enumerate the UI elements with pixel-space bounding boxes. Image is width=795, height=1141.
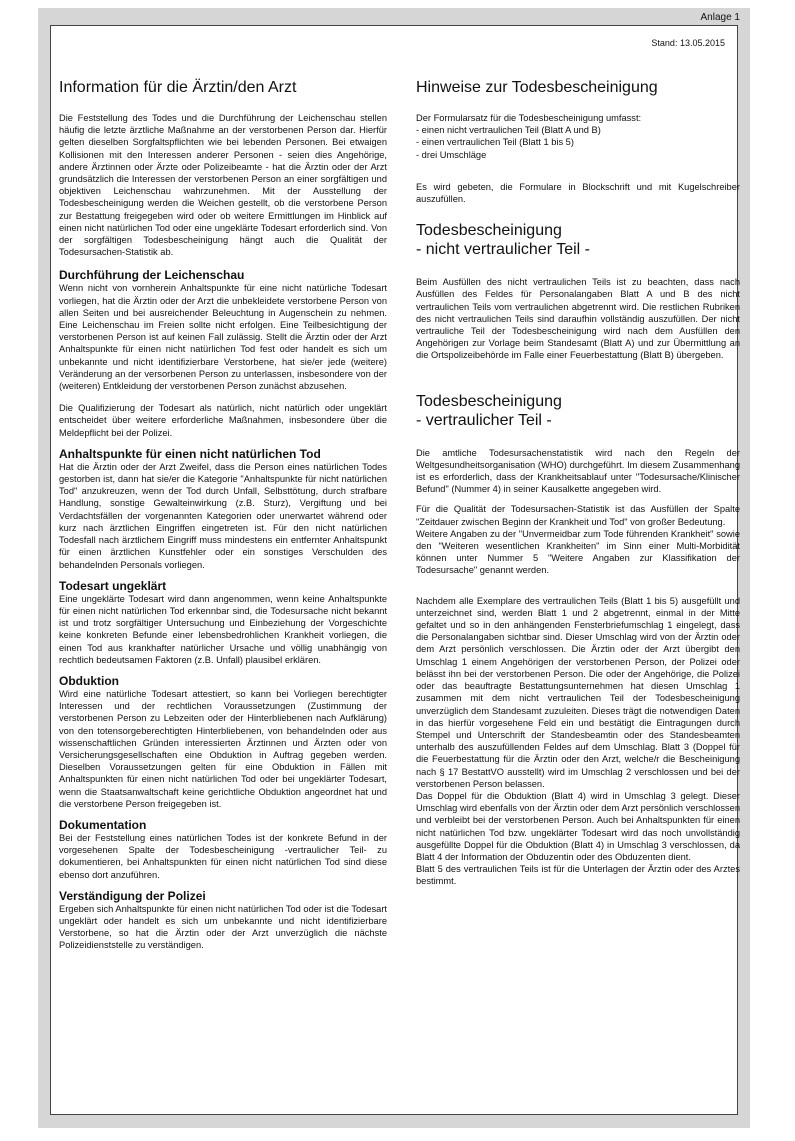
list-item: - drei Umschläge <box>416 149 487 160</box>
document-sheet <box>38 8 750 1128</box>
text-vertraulich-blatt5: Blatt 5 des vertraulichen Teils ist für die Unterlagen der Ärztin oder des Arztes bestimmt. <box>416 864 740 887</box>
heading-nicht-vertraulich-line1: Todesbescheinigung <box>416 222 562 240</box>
section-text-ungeklaert: Eine ungeklärte Todesart wird dann angenommen, wenn keine Anhaltspunkte für einen nicht natürlichen Tod erkennbar sind, die Todesursache nicht bekannt ist und trotz sorgfältiger Untersuchung und Einbeziehung der Vorgeschichte keine konkreten Befunde einer lebensbedrohlichen Krankheit vorliegen, die einen Tod aus krankhafter natürlicher Ursache und völlig unabhängig von rechtlich bedeutsamen Faktoren (z.B. Unfall) plausibel erklären. <box>59 593 387 665</box>
section-text-polizei: Ergeben sich Anhaltspunkte für einen nicht natürlichen Tod oder ist die Todesart ungeklärt oder handelt es sich um unbekannte und nicht identifizierbare Verstorbene, so hat die Ärztin oder der Arzt unverzüglich die nächste Polizeidienststelle zu verständigen. <box>59 903 387 951</box>
right-column <box>416 78 740 888</box>
heading-nicht-vertraulich-line2: - nicht vertraulicher Teil - <box>416 241 590 259</box>
text-vertraulich-weitere: Weitere Angaben zu der "Unvermeidbar zum Tode führenden Krankheit" sowie den "Weiteren wesentlichen Krankheiten" im Sinn einer Multi-Morbidität können unter Nummer 5 "Weitere Angaben zur Klassifikation der Todesursache" genannt werden. <box>416 528 740 576</box>
section-heading-dokumentation: Dokumentation <box>59 817 147 832</box>
text-vertraulich-qualitaet: Für die Qualität der Todesursachen-Statistik ist das Ausfüllen der Spalte "Zeitdauer zwischen Beginn der Krankheit und Tod" von großer Bedeutung. <box>416 504 740 527</box>
text-vertraulich-statistik: Die amtliche Todesursachenstatistik wird nach den Regeln der Weltgesundheitsorganisation (WHO) durchgeführt. Im diesem Zusammenhang ist es erforderlich, dass der Krankheitsablauf unter "Todesursache/Klinischer Befund" (Nummer 4) in seiner Kausalkette angegeben wird. <box>416 447 740 495</box>
left-column <box>59 78 387 952</box>
section-heading-anhaltspunkte: Anhaltspunkte für einen nicht natürlichen Tod <box>59 446 321 461</box>
right-title: Hinweise zur Todesbescheinigung <box>416 79 658 96</box>
heading-vertraulich-line2: - vertraulicher Teil - <box>416 411 552 429</box>
date-stamp: Stand: 13.05.2015 <box>651 38 725 48</box>
text-vertraulich-exemplare: Nachdem alle Exemplare des vertraulichen Teils (Blatt 1 bis 5) ausgefüllt und unterzeichnet sind, werden Blatt 1 und 2 abgetrennt, einmal in der Mitte gefaltet und so in den anhängenden Fensterbriefumschlag 1 eingelegt, dass die Personalangaben sichtbar sind. Dieser Umschlag wird von der Ärztin oder dem Arzt persönlich verschlossen. Die Ärztin oder der Arzt übergibt den Umschlag 1 einem Angehörigen der verstorbenen Person, der Polizei oder belässt ihn bei der verstorbenen Person. Die oder der Angehörige, die Polizei oder das beauftragte Bestattungsunternehmen hat diesen Umschlag 1 zusammen mit dem nicht vertraulichen Teil der Todesbescheinigung unverzüglich dem Standesamt zuzuleiten. Dieses trägt die notwendigen Daten in das hierfür vorgesehene Feld ein und bestätigt die Eintragungen durch Stempel und Unterschrift der Standesbeamtin oder des Standesbeamten unterhalb des auszufüllenden Feldes auf dem Umschlag. Blatt 3 (Doppel für die Feuerbestattung für die Ärztin oder den Arzt, welche/r die Bescheinigung nach § 17 BestattVO ausstellt) wird im Umschlag 2 verschlossen und bei der verstorbenen Person belassen. <box>416 595 740 789</box>
section-heading-polizei: Verständigung der Polizei <box>59 888 206 903</box>
section-text-obduktion: Wird eine natürliche Todesart attestiert, so kann bei Vorliegen berechtigter Interessen und der rechtlichen Voraussetzungen (Zustimmung der verstorbenen Person zu Lebzeiten oder der Hinterbliebenen nach Aufklärung) von den totensorgeberechtigten Hinterbliebenen, von behandelnden oder aus wissenschaftlichen Gründen interessierten Ärztinnen und Ärzten oder von Versicherungsgesellschaften eine Obduktion in Auftrag gegeben werden. Dieselben Voraussetzungen gelten für eine Obduktion in Fällen mit Anhaltspunkten für einen nicht natürlichen Tod oder bei ungeklärter Todesart, wenn die Staatsanwaltschaft keine gerichtliche Obduktion angeordnet hat und die verstorbene Person freigegeben ist. <box>59 688 387 809</box>
document-page <box>50 25 738 1115</box>
intro-paragraph: Die Feststellung des Todes und die Durchführung der Leichenschau stellen häufig die letzte ärztliche Maßnahme an der verstorbenen Person dar. Hierfür gelten dieselben Sorgfaltspflichten wie bei lebenden Personen. Bei etwaigen Kollisionen mit den Interessen anderer Personen - seien dies Angehörige, andere Ärztinnen oder Ärzte oder Polizeibeamte - hat die Ärztin oder der Arzt grundsätzlich die Interessen der verstorbenen Person an einer sorgfältigen und objektiven Leichenschau wahrzunehmen. Mit der Ausstellung der Todesbescheinigung werden die Weichen gestellt, ob die verstorbene Person zur Bestattung freigegeben wird oder ob weitere Ermittlungen im Hinblick auf einen nicht natürlichen Tod oder eine ungeklärte Todesart erforderlich sind. Von der sorgfältigen Todesbescheinigung hängt auch die Qualität der Todesursachen-Statistik ab. <box>59 113 387 258</box>
section-text-qualifizierung: Die Qualifizierung der Todesart als natürlich, nicht natürlich oder ungeklärt entscheidet über weitere erforderliche Maßnahmen, insbesondere über die Meldepflicht bei der Polizei. <box>59 403 387 438</box>
text-nicht-vertraulich: Beim Ausfüllen des nicht vertraulichen Teils ist zu beachten, dass nach Ausfüllen des Feldes für Personalangaben Blatt A und B des nicht vertraulichen Teils vom vertraulichen abgetrennt wird. Die restlichen Rubriken des nicht vertraulichen Teils sind daraufhin vollständig auszufüllen. Der nicht vertrauliche Teil der Todesbescheinigung wird nach dem Ausfüllen den Angehörigen zur Vorlage beim Standesamt (Blatt A) und zur Übermittlung an die Ortspolizeibehörde im Falle einer Feuerbestattung (Blatt B) übergeben. <box>416 277 740 361</box>
blockschrift-note: Es wird gebeten, die Formulare in Blockschrift und mit Kugelschreiber auszufüllen. <box>416 181 740 205</box>
attachment-label: Anlage 1 <box>700 12 740 23</box>
section-text-dokumentation: Bei der Feststellung eines natürlichen Todes ist der konkrete Befund in der vorgesehenen Spalte der Todesbescheinigung -vertraulicher Teil- zu dokumentieren, bei Anhaltspunkten für einen nicht natürlichen Tod sind diese ebenso dort anzuführen. <box>59 832 387 880</box>
heading-vertraulich-line1: Todesbescheinigung <box>416 392 562 410</box>
section-text-leichenschau: Wenn nicht von vornherein Anhaltspunkte für eine nicht natürliche Todesart vorliegen, hat die Ärztin oder der Arzt die unbekleidete verstorbene Person von allen Seiten und bei ausreichender Beleuchtung in Augenschein zu nehmen. Eine Leichenschau im Freien sollte nicht erfolgen. Eine Teilbesichtigung der verstorbenen Person ist auf keinen Fall zulässig. Stellt die Ärztin oder der Arzt Anhaltspunkte für einen nicht natürlichen Tod fest oder handelt es sich um unbekannte und nicht identifizierbare Verstorbene, hat sie/er jede (weitere) Veränderung an der versorbenen Person zu unterlassen, insbesondere von der (weiteren) Entkleidung der verstorbenen Person zunächst abzusehen. <box>59 283 387 392</box>
section-heading-obduktion: Obduktion <box>59 673 119 688</box>
list-item: - einen vertraulichen Teil (Blatt 1 bis 5) <box>416 137 574 148</box>
text-vertraulich-obduktion: Das Doppel für die Obduktion (Blatt 4) wird in Umschlag 3 gelegt. Dieser Umschlag wird ebenfalls von der Ärztin oder dem Arzt persönlich verschlossen und verbleibt bei der verstorbenen Person. Auch bei Anhaltspunkten für einen nicht natürlichen Tod bzw. ungeklärter Todesart wird das noch unvollständig ausgefüllte Doppel für die Obduktion (Blatt 4) in Umschlag 3 verschlossen, da Blatt 4 der Information der Obduzentin oder des Obduzenten dient. <box>416 790 740 862</box>
left-title: Information für die Ärztin/den Arzt <box>59 79 297 96</box>
list-item: - einen nicht vertraulichen Teil (Blatt A und B) <box>416 125 601 136</box>
form-contents-list <box>416 112 740 161</box>
section-text-anhaltspunkte: Hat die Ärztin oder der Arzt Zweifel, dass die Person eines natürlichen Todes gestorben ist, dann hat sie/er die Kategorie "Anhaltspunkte für nicht natürlichen Tod" anzukreuzen, wenn der Tod durch Unfall, Selbsttötung, durch strafbare Handlung, sonstige Gewalteinwirkung (z.B. Sturz), Vergiftung und bei Verdachtsfällen der vorgenannten Kategorien oder unerwartet während oder kurz nach ärztlichen Eingriffen eingetreten ist. Für den nicht natürlichen Todesfall nach ärztlichem Eingriff muss mindestens ein entfernter Anhaltspunkt für einen ärztlichen Kunstfehler oder ein sonstiges Verschulden des behandelnden Personals vorliegen. <box>59 461 387 570</box>
section-heading-ungeklaert: Todesart ungeklärt <box>59 578 167 593</box>
list-intro: Der Formularsatz für die Todesbescheinigung umfasst: <box>416 113 642 123</box>
section-heading-leichenschau: Durchführung der Leichenschau <box>59 268 245 283</box>
